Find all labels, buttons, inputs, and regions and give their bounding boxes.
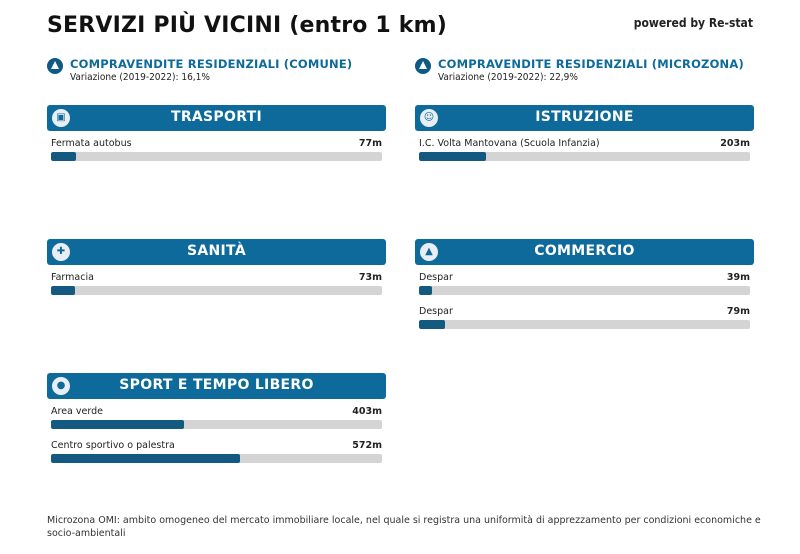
- powered-by-label: powered by Re-stat: [633, 16, 753, 30]
- distance-bar: [419, 152, 750, 161]
- bus-icon: ▣: [52, 109, 70, 127]
- panel-trasporti: [47, 105, 386, 165]
- service-distance: 572m: [352, 440, 382, 451]
- page-title: SERVIZI PIÙ VICINI (entro 1 km): [47, 13, 448, 38]
- trend-title: COMPRAVENDITE RESIDENZIALI (COMUNE): [70, 57, 353, 71]
- pharmacy-icon: ✚: [52, 243, 70, 261]
- service-item: [47, 131, 386, 165]
- service-distance: 77m: [358, 138, 382, 149]
- panel-header: [415, 239, 754, 265]
- service-item: [47, 265, 386, 299]
- distance-bar-fill: [51, 286, 75, 295]
- distance-bar: [51, 454, 382, 463]
- service-name: Area verde: [51, 406, 103, 417]
- service-distance: 79m: [726, 306, 750, 317]
- distance-bar-fill: [51, 152, 76, 161]
- distance-bar: [51, 152, 382, 161]
- service-name: Despar: [419, 306, 453, 317]
- distance-bar-fill: [419, 286, 432, 295]
- distance-bar: [51, 286, 382, 295]
- distance-bar-fill: [419, 152, 486, 161]
- arrow-up-icon: [415, 58, 431, 74]
- panel-title: ISTRUZIONE: [535, 109, 634, 125]
- service-item: [47, 433, 386, 467]
- panel-header: [415, 105, 754, 131]
- panel-title: TRASPORTI: [170, 109, 263, 125]
- arrow-up-icon: [47, 58, 63, 74]
- distance-bar-fill: [51, 420, 184, 429]
- service-item: [47, 399, 386, 433]
- sport-icon: ●: [52, 377, 70, 395]
- distance-bar: [51, 420, 382, 429]
- distance-bar-fill: [51, 454, 240, 463]
- cart-icon: ▲: [420, 243, 438, 261]
- trend-title: COMPRAVENDITE RESIDENZIALI (MICROZONA): [438, 57, 744, 71]
- service-item: [415, 299, 754, 333]
- panel-title: SPORT E TEMPO LIBERO: [119, 377, 314, 393]
- panel-header: [47, 105, 386, 131]
- service-distance: 39m: [726, 272, 750, 283]
- trend-subtitle: Variazione (2019-2022): 16,1%: [70, 72, 210, 83]
- panel-commercio: [415, 239, 754, 333]
- panel-title: COMMERCIO: [534, 243, 635, 259]
- panel-header: [47, 239, 386, 265]
- distance-bar-fill: [419, 320, 445, 329]
- service-item: [415, 265, 754, 299]
- footer-note: Microzona OMI: ambito omogeneo del mercato immobiliare locale, nel quale si registra una uniformità di apprezzamento per condizioni economiche e socio-ambientali: [47, 515, 761, 539]
- panel-istruzione: [415, 105, 754, 165]
- service-distance: 203m: [720, 138, 750, 149]
- service-name: Fermata autobus: [51, 138, 132, 149]
- service-name: Centro sportivo o palestra: [51, 440, 175, 451]
- school-icon: ☺: [420, 109, 438, 127]
- panel-sport: [47, 373, 386, 467]
- service-distance: 73m: [358, 272, 382, 283]
- trend-subtitle: Variazione (2019-2022): 22,9%: [438, 72, 578, 83]
- panel-title: SANITÀ: [187, 243, 246, 259]
- panel-sanita: [47, 239, 386, 299]
- service-name: I.C. Volta Mantovana (Scuola Infanzia): [419, 138, 600, 149]
- distance-bar: [419, 320, 750, 329]
- distance-bar: [419, 286, 750, 295]
- service-name: Farmacia: [51, 272, 94, 283]
- service-name: Despar: [419, 272, 453, 283]
- service-item: [415, 131, 754, 165]
- panel-header: [47, 373, 386, 399]
- service-distance: 403m: [352, 406, 382, 417]
